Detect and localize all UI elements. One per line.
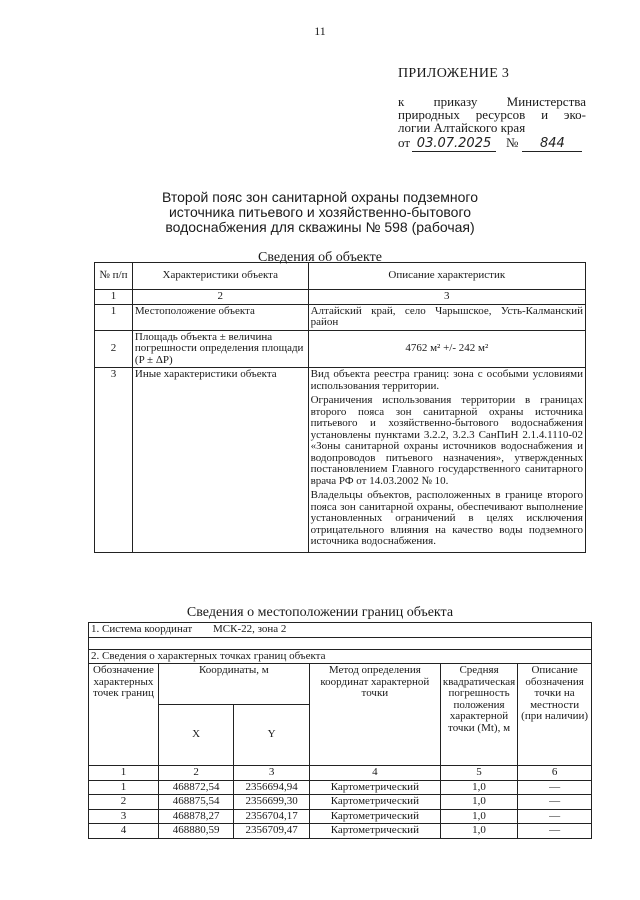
row-description: 4762 м² +/- 242 м² [308,330,585,368]
point-description: — [518,824,592,839]
table-row [95,304,586,330]
order-line-3: логии Алтайского края [398,120,526,135]
appendix-order-reference [398,95,586,134]
point-description: — [518,780,592,795]
table-row [89,795,592,810]
spacer-cell [89,637,592,649]
coordinate-system-label: 1. Система координат [91,623,193,635]
point-x: 468875,54 [158,795,233,810]
point-y: 2356704,17 [234,809,310,824]
coordinate-system-cell [89,623,592,638]
header-characteristic: Характеристики объекта [132,263,308,290]
points-header-row [89,664,592,705]
header-point: Обозначение характерных точек границ [89,664,159,766]
order-word: и [541,107,549,122]
index-cell: 2 [158,766,233,781]
header-point-description: Описание обозначения точки на местности (при наличии) [518,664,592,766]
table-row [95,330,586,368]
from-prefix: от [398,135,411,150]
point-method: Картометрический [309,780,440,795]
point-y: 2356709,47 [234,824,310,839]
spacer-row [89,637,592,649]
index-cell: 3 [308,290,585,305]
row-num: 2 [95,330,133,368]
header-x: X [158,705,233,766]
page-number: 11 [314,24,326,38]
description-paragraph: Ограничения использования территории в границах второго пояса зон санитарной охраны источника питьевого и хозяйственно-бытового водоснабжения установлены пунктами 3.2.2, 3.2.3 СанПиН 2.1.4.1110-02 «Зоны санитарной охраны источников водоснабжения и водопроводов питьевого назначения», утвержденных постановлением Главного государственного санитарного врача РФ от 14.03.2002 № 10. [310,394,583,487]
order-word: природных [398,107,460,122]
header-coordinates: Координаты, м [158,664,309,705]
appendix-title: ПРИЛОЖЕНИЕ 3 [398,66,510,81]
row-description: Алтайский край, село Чарышское, Усть-Калманский район [308,304,585,330]
point-error: 1,0 [440,824,517,839]
index-cell: 4 [309,766,440,781]
header-num: № п/п [95,263,133,290]
order-date-number-line [398,135,582,152]
point-error: 1,0 [440,780,517,795]
document-title: Второй пояс зон санитарной охраны подземного источника питьевого и хозяйственно-бытового водоснабжения для скважины № 598 (рабочая) [162,189,478,235]
handwritten-date: 03.07.2025 [412,136,496,152]
points-index-row [89,766,592,781]
points-label: 2. Сведения о характерных точках границ объекта [89,649,592,664]
table-row [89,809,592,824]
object-section-title: Сведения об объекте [258,250,382,265]
row-num: 1 [95,304,133,330]
table-row [89,824,592,839]
description-paragraph: Вид объекта реестра границ: зона с особыми условиями использования территории. [310,368,583,392]
point-method: Картометрический [309,809,440,824]
point-x: 468880,59 [158,824,233,839]
number-prefix: № [506,135,519,150]
order-word: к [398,94,405,109]
location-section-title: Сведения о местоположении границ объекта [186,605,454,620]
coordinate-system-row [89,623,592,638]
table-index-row [95,290,586,305]
point-method: Картометрический [309,795,440,810]
description-paragraph: Владельцы объектов, расположенных в границе второго пояса зон санитарной охраны, обеспечивают выполнение установленных ограничений в целях исключения отрицательного влияния на качество воды подземного источника водоснабжения. [310,489,583,547]
point-description: — [518,809,592,824]
index-cell: 5 [440,766,517,781]
row-characteristic: Иные характеристики объекта [132,368,308,553]
point-id: 2 [89,795,159,810]
point-id: 4 [89,824,159,839]
index-cell: 2 [132,290,308,305]
row-description [308,368,585,553]
table-row [89,780,592,795]
table-row [95,368,586,553]
order-word: ресурсов [475,107,526,122]
coordinate-system-value: МСК-22, зона 2 [212,623,287,635]
order-word: эко- [563,107,586,122]
table-header-row [95,263,586,290]
handwritten-number: 844 [522,136,582,152]
row-num: 3 [95,368,133,553]
point-y: 2356694,94 [234,780,310,795]
point-id: 3 [89,809,159,824]
order-word: приказу [433,94,478,109]
header-method: Метод определения координат характерной точки [309,664,440,766]
object-info-table [94,262,586,553]
points-label-row [89,649,592,664]
row-characteristic: Площадь объекта ± величина погрешности определения площади (P ± ΔP) [132,330,308,368]
point-method: Картометрический [309,824,440,839]
point-y: 2356699,30 [234,795,310,810]
points-table [88,622,592,839]
index-cell: 3 [234,766,310,781]
point-description: — [518,795,592,810]
header-y: Y [234,705,310,766]
header-error: Средняя квадратическая погрешность положения характерной точки (Mt), м [440,664,517,766]
point-x: 468872,54 [158,780,233,795]
point-x: 468878,27 [158,809,233,824]
row-characteristic: Местоположение объекта [132,304,308,330]
index-cell: 1 [89,766,159,781]
order-word: Министерства [506,94,586,109]
point-error: 1,0 [440,795,517,810]
header-description: Описание характеристик [308,263,585,290]
point-error: 1,0 [440,809,517,824]
index-cell: 6 [518,766,592,781]
index-cell: 1 [95,290,133,305]
point-id: 1 [89,780,159,795]
